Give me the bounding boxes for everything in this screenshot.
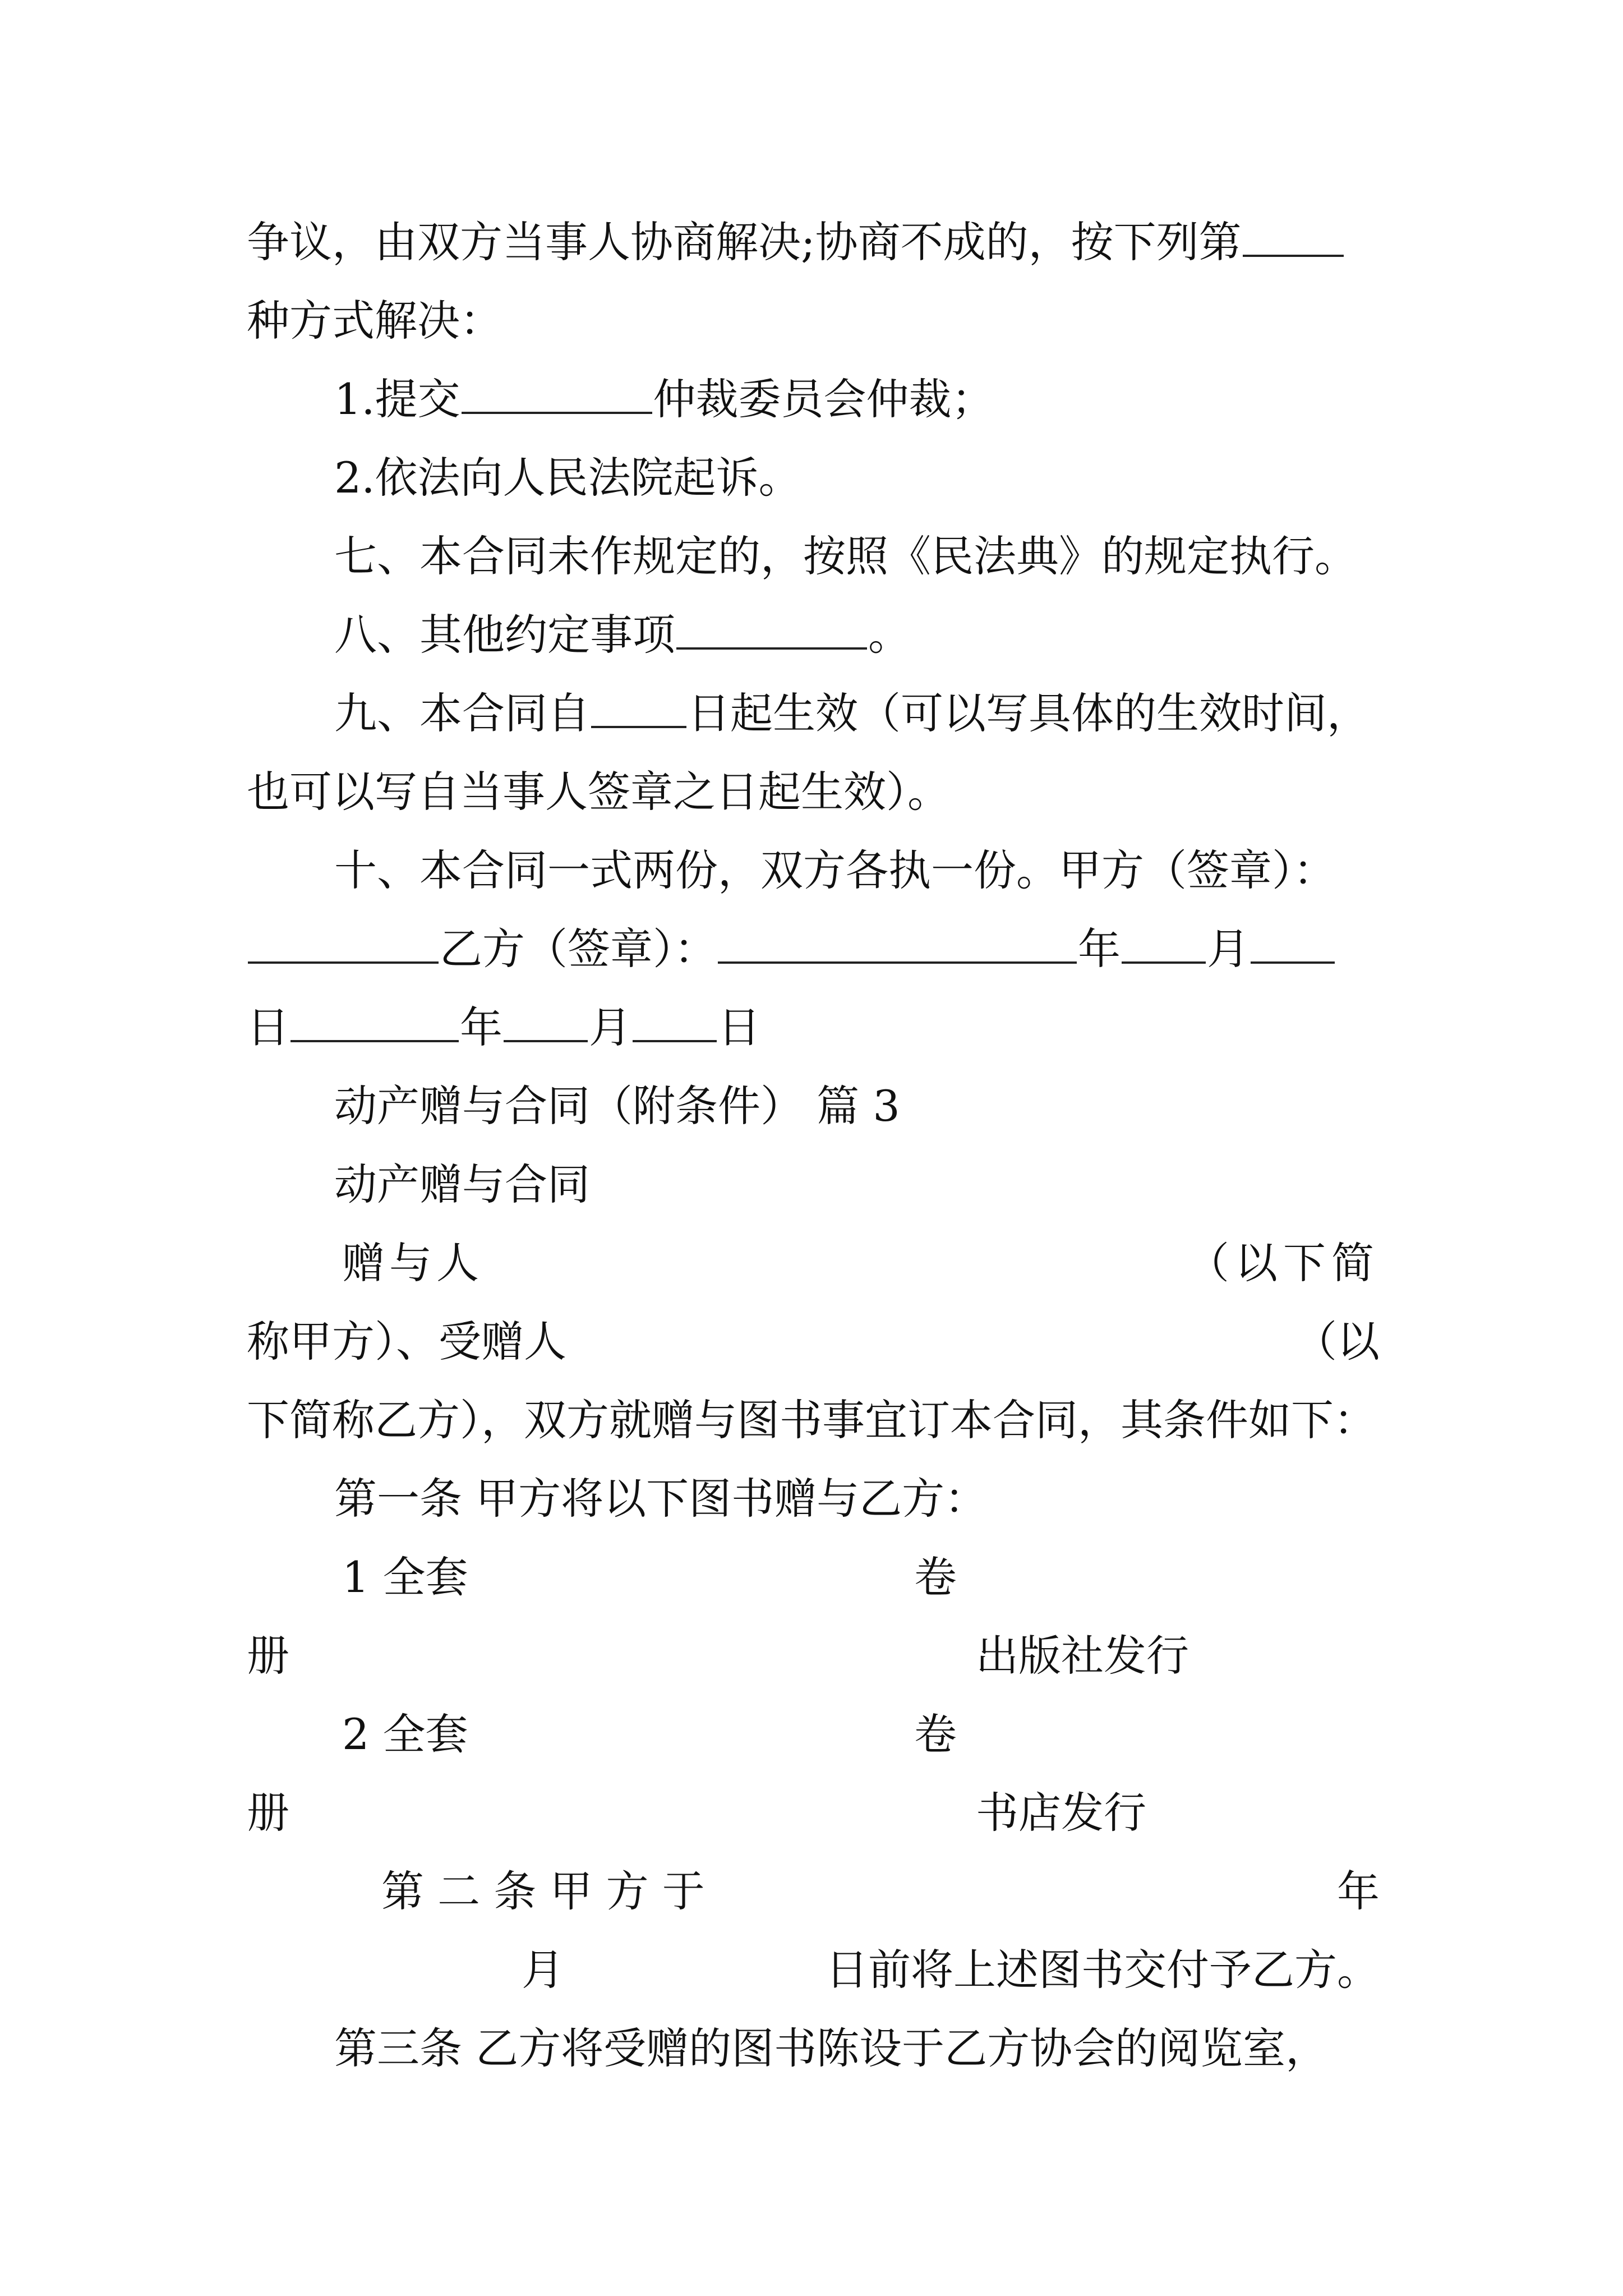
text-segment: （以下简: [1187, 1238, 1380, 1288]
fill-blank: [718, 927, 1077, 964]
month-label: 月: [1207, 924, 1249, 974]
fill-blank: [1251, 927, 1335, 964]
book-item: [247, 1706, 1380, 1763]
text-segment: 争议，由双方当事人协商解决;协商不成的，按下列第: [247, 217, 1242, 267]
text-segment: 册: [247, 1631, 289, 1681]
article-line: [247, 1942, 1380, 1998]
book-item: [247, 1628, 1380, 1684]
text-segment: 书店发行: [976, 1788, 1146, 1838]
day-label: 日: [247, 1002, 289, 1052]
text-segment: 年: [1337, 1866, 1380, 1916]
section-heading: 动产赠与合同（附条件） 篇 3: [334, 1081, 900, 1131]
article-line: 第三条 乙方将受赠的图书陈设于乙方协会的阅览室，: [334, 2023, 1329, 2073]
text-segment: 册: [247, 1788, 289, 1838]
party-b-label: 乙方（签章）：: [440, 924, 717, 974]
text-line: 2.依法向人民法院起诉。: [334, 453, 801, 503]
fill-blank: [1122, 927, 1206, 964]
text-segment: 2 全套: [342, 1709, 468, 1759]
text-segment: 日起生效（可以写具体的生效时间，: [688, 688, 1370, 738]
book-item: [247, 1549, 1380, 1605]
text-segment: 赠与人: [342, 1238, 483, 1288]
text-segment: 仲裁委员会仲裁；: [653, 374, 994, 424]
month-label: 月: [589, 1002, 631, 1052]
text-segment: 1.提交: [334, 374, 460, 424]
article-heading: 第一条 甲方将以下图书赠与乙方：: [334, 1474, 988, 1524]
text-segment: （以: [1294, 1317, 1380, 1366]
text-line: 七、本合同未作规定的，按照《民法典》的规定执行。: [334, 531, 1357, 581]
text-segment: 第 二 条 甲 方 于: [381, 1866, 705, 1916]
year-label: 年: [460, 1002, 502, 1052]
fill-blank: [676, 613, 867, 650]
text-line: 十、本合同一式两份，双方各执一份。甲方（签章）：: [334, 845, 1336, 895]
year-label: 年: [1078, 924, 1121, 974]
text-line: [334, 685, 1370, 742]
fill-blank: [291, 1005, 459, 1042]
fill-blank: [462, 377, 652, 414]
text-line: 下简称乙方），双方就赠与图书事宜订本合同，其条件如下：: [247, 1395, 1376, 1445]
text-line: [334, 607, 911, 663]
article-line: [247, 1864, 1380, 1920]
text-segment: 称甲方）、受赠人: [247, 1317, 566, 1366]
text-line: 也可以写自当事人签章之日起生效）。: [247, 767, 950, 817]
text-line: [247, 214, 1380, 270]
text-segment: 月: [522, 1945, 564, 1995]
fill-blank: [248, 927, 439, 964]
text-segment: 出版社发行: [976, 1631, 1189, 1681]
text-segment: 1 全套: [342, 1552, 468, 1602]
fill-blank: [591, 691, 686, 728]
day-label: 日: [718, 1002, 760, 1052]
date-line: [247, 1000, 760, 1056]
fill-blank: [504, 1005, 588, 1042]
text-line: [334, 371, 994, 427]
signature-line: [247, 921, 1380, 977]
text-segment: 卷: [914, 1709, 957, 1759]
fill-blank: [633, 1005, 717, 1042]
text-segment: 卷: [914, 1552, 957, 1602]
book-item: [247, 1785, 1380, 1841]
text-segment: 日前将上述图书交付予乙方。: [826, 1945, 1380, 1995]
text-line: 种方式解决：: [247, 296, 502, 346]
text-segment: 。: [868, 610, 911, 660]
fill-blank: [1243, 220, 1344, 257]
text-line: [247, 1235, 1380, 1291]
text-segment: 九、本合同自: [334, 688, 590, 738]
contract-title: 动产赠与合同: [334, 1159, 590, 1209]
text-segment: 八、其他约定事项: [334, 610, 675, 660]
text-line: [247, 1314, 1380, 1370]
